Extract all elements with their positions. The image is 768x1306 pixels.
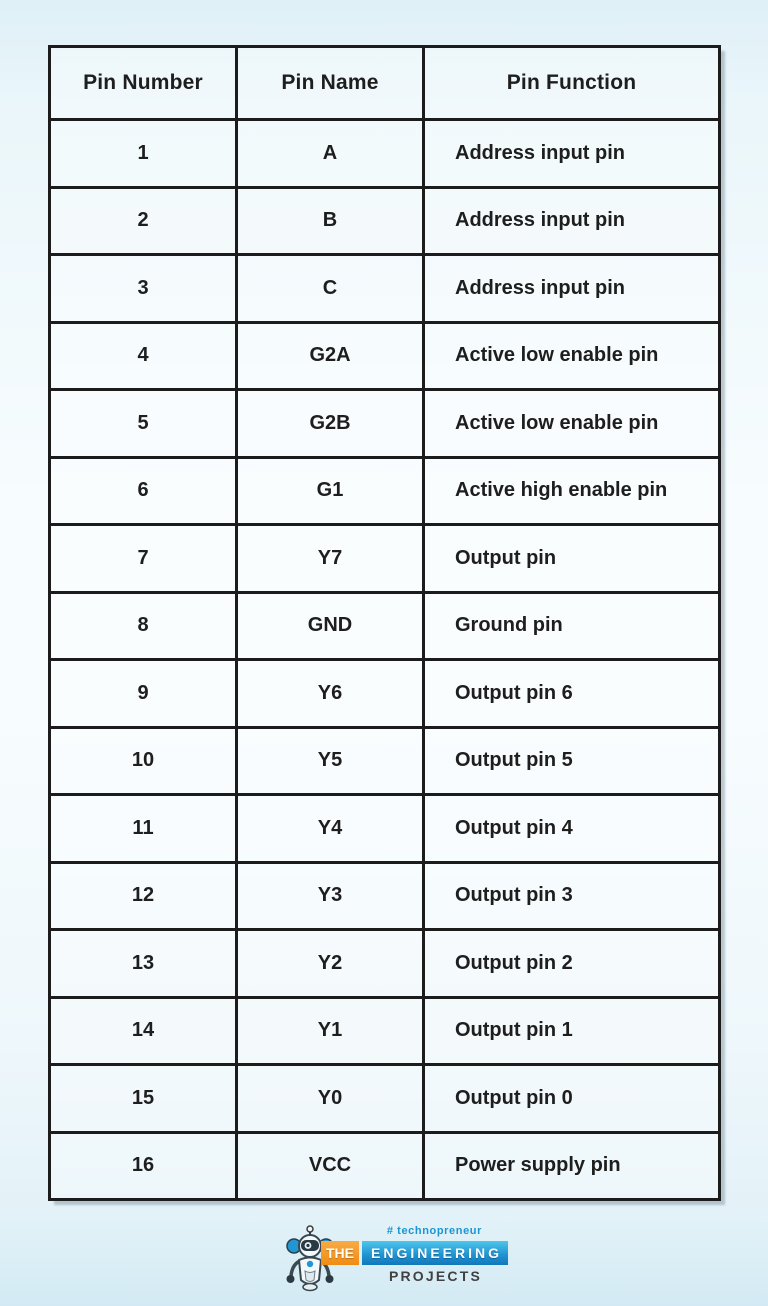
pin-number-cell: 3 (50, 255, 237, 323)
pin-number-cell: 11 (50, 795, 237, 863)
pin-number-cell: 14 (50, 997, 237, 1065)
header-pin-number: Pin Number (50, 47, 237, 120)
table-row (50, 997, 720, 1065)
header-pin-name: Pin Name (237, 47, 424, 120)
table-row (50, 862, 720, 930)
table-header (50, 47, 720, 120)
pin-function-cell: Power supply pin (424, 1132, 720, 1200)
pin-number-cell: 8 (50, 592, 237, 660)
pin-number-cell: 12 (50, 862, 237, 930)
brand-projects-text: PROJECTS (388, 1268, 482, 1284)
pin-function-cell: Output pin 5 (424, 727, 720, 795)
pin-number-cell: 16 (50, 1132, 237, 1200)
brand-engineering-badge: ENGINEERING (362, 1241, 508, 1265)
pin-name-cell: C (237, 255, 424, 323)
pin-function-cell: Output pin 1 (424, 997, 720, 1065)
table-row (50, 255, 720, 323)
pin-number-cell: 15 (50, 1065, 237, 1133)
table-row (50, 727, 720, 795)
table-row (50, 120, 720, 188)
header-row (50, 47, 720, 120)
pin-number-cell: 2 (50, 187, 237, 255)
brand-wordmark (321, 1241, 508, 1265)
pin-name-cell: Y7 (237, 525, 424, 593)
table-row (50, 187, 720, 255)
pin-number-cell: 7 (50, 525, 237, 593)
pin-function-cell: Address input pin (424, 120, 720, 188)
pin-function-cell: Ground pin (424, 592, 720, 660)
pin-name-cell: Y6 (237, 660, 424, 728)
table-row (50, 592, 720, 660)
pin-number-cell: 1 (50, 120, 237, 188)
header-pin-function: Pin Function (424, 47, 720, 120)
pin-name-cell: B (237, 187, 424, 255)
pin-name-cell: VCC (237, 1132, 424, 1200)
pin-number-cell: 6 (50, 457, 237, 525)
pin-function-cell: Address input pin (424, 255, 720, 323)
table-row (50, 390, 720, 458)
pin-name-cell: Y1 (237, 997, 424, 1065)
pin-number-cell: 9 (50, 660, 237, 728)
pin-name-cell: G2B (237, 390, 424, 458)
pin-function-cell: Output pin 2 (424, 930, 720, 998)
pin-name-cell: Y4 (237, 795, 424, 863)
pin-function-cell: Output pin 4 (424, 795, 720, 863)
pin-function-cell: Active high enable pin (424, 457, 720, 525)
table-row (50, 322, 720, 390)
table-row (50, 1132, 720, 1200)
pin-function-cell: Active low enable pin (424, 390, 720, 458)
pin-name-cell: G1 (237, 457, 424, 525)
pin-description-table (48, 45, 721, 1201)
pin-function-cell: Output pin (424, 525, 720, 593)
pin-number-cell: 4 (50, 322, 237, 390)
pin-function-cell: Output pin 3 (424, 862, 720, 930)
brand-logo (281, 1222, 503, 1294)
pin-function-cell: Address input pin (424, 187, 720, 255)
pin-name-cell: Y5 (237, 727, 424, 795)
table-row (50, 457, 720, 525)
pin-name-cell: Y0 (237, 1065, 424, 1133)
tagline-text: # technopreneur (386, 1225, 482, 1237)
pin-function-cell: Output pin 6 (424, 660, 720, 728)
pin-name-cell: Y3 (237, 862, 424, 930)
pin-name-cell: G2A (237, 322, 424, 390)
table-row (50, 930, 720, 998)
pin-function-cell: Active low enable pin (424, 322, 720, 390)
pin-number-cell: 13 (50, 930, 237, 998)
table-row (50, 795, 720, 863)
pin-name-cell: Y2 (237, 930, 424, 998)
table-row (50, 525, 720, 593)
pin-name-cell: GND (237, 592, 424, 660)
pin-number-cell: 5 (50, 390, 237, 458)
table-row (50, 660, 720, 728)
pin-number-cell: 10 (50, 727, 237, 795)
table-row (50, 1065, 720, 1133)
brand-the-badge: THE (321, 1241, 359, 1265)
pin-name-cell: A (237, 120, 424, 188)
pin-function-cell: Output pin 0 (424, 1065, 720, 1133)
pin-table-body (50, 120, 720, 1200)
